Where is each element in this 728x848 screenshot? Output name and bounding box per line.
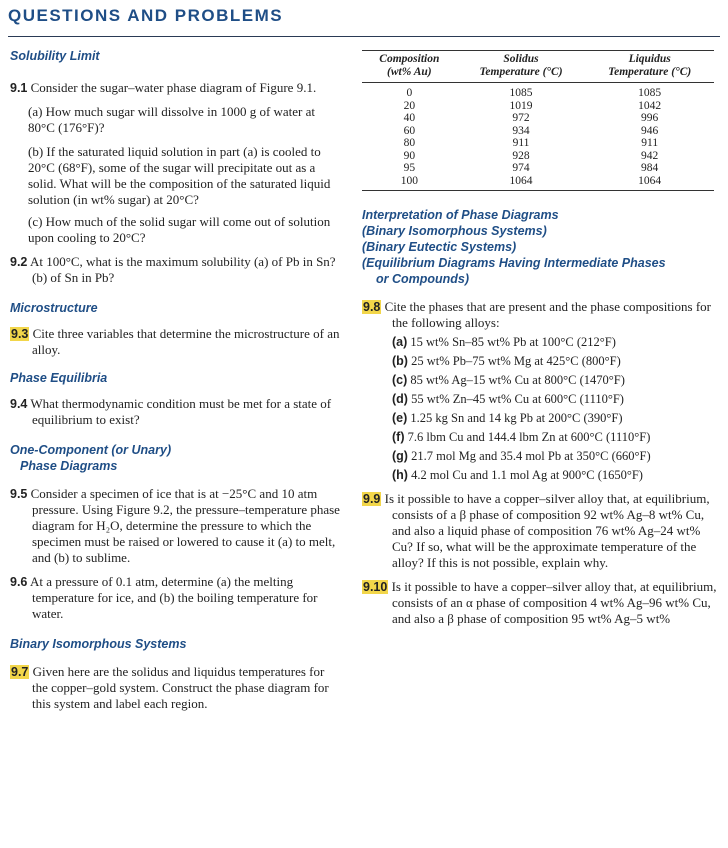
section-interpretation bbox=[362, 207, 720, 287]
section-heading: or Compounds) bbox=[376, 272, 470, 286]
table-row bbox=[362, 162, 714, 175]
list-item bbox=[362, 392, 720, 407]
problem-9-4 bbox=[10, 396, 342, 428]
cell-solidus: 1064 bbox=[509, 174, 533, 187]
problem-9-1 bbox=[10, 80, 342, 96]
table-row bbox=[362, 175, 714, 191]
table-row bbox=[362, 112, 714, 125]
item-text: 25 wt% Pb–75 wt% Mg at 425°C (800°F) bbox=[411, 354, 621, 368]
header-line: Solidus bbox=[503, 53, 539, 65]
item-text: 1.25 kg Sn and 14 kg Pb at 200°C (390°F) bbox=[410, 411, 623, 425]
item-label: (c) bbox=[392, 373, 408, 387]
item-label: (b) bbox=[392, 354, 408, 368]
problem-number: 9.6 bbox=[10, 575, 28, 589]
section-microstructure: Microstructure bbox=[10, 301, 98, 315]
problem-9-1-c: (c) How much of the solid sugar will come out of solution upon cooling to 20°C? bbox=[28, 214, 331, 245]
cell-liquidus: 911 bbox=[641, 137, 659, 149]
header-line: Temperature (°C) bbox=[479, 66, 563, 78]
problem-9-5 bbox=[10, 486, 342, 566]
header-line: (wt% Au) bbox=[387, 66, 432, 78]
problem-9-2 bbox=[10, 254, 342, 286]
section-heading: (Binary Eutectic Systems) bbox=[362, 240, 517, 254]
item-text: 4.2 mol Cu and 1.1 mol Ag at 900°C (1650°F) bbox=[411, 468, 643, 482]
problem-number: 9.7 bbox=[11, 665, 29, 679]
problem-text: What thermodynamic condition must be met for a state of equilibrium to exist? bbox=[30, 396, 332, 427]
cell-composition: 60 bbox=[403, 124, 416, 137]
cell-liquidus: 942 bbox=[641, 149, 659, 162]
section-heading: (Equilibrium Diagrams Having Intermediate Phases bbox=[362, 256, 666, 270]
cell-solidus: 928 bbox=[512, 149, 530, 162]
item-text: 7.6 lbm Cu and 144.4 lbm Zn at 600°C (1110°F) bbox=[407, 430, 651, 444]
item-label: (f) bbox=[392, 430, 405, 444]
section-phase-equilibria: Phase Equilibria bbox=[10, 371, 108, 385]
cell-composition: 0 bbox=[406, 87, 413, 99]
list-item bbox=[362, 335, 720, 350]
item-text: 21.7 mol Mg and 35.4 mol Pb at 350°C (660°F) bbox=[411, 449, 651, 463]
problem-text: Cite the phases that are present and the phase compositions for the following alloys: bbox=[384, 299, 711, 330]
list-item bbox=[362, 449, 720, 464]
section-one-component: One-Component (or Unary) bbox=[10, 443, 172, 457]
cell-composition: 95 bbox=[403, 162, 416, 174]
copper-gold-table bbox=[362, 50, 714, 191]
table-body bbox=[362, 83, 714, 191]
problem-9-10 bbox=[362, 579, 720, 627]
problem-9-6 bbox=[10, 574, 342, 622]
problem-9-7 bbox=[10, 664, 342, 712]
cell-solidus: 911 bbox=[512, 137, 530, 149]
problem-text: Consider the sugar–water phase diagram of Figure 9.1. bbox=[30, 80, 317, 95]
cell-solidus: 934 bbox=[512, 124, 530, 137]
item-label: (e) bbox=[392, 411, 408, 425]
cell-composition: 90 bbox=[403, 149, 416, 162]
table-row bbox=[362, 137, 714, 150]
header-line: Composition bbox=[379, 53, 440, 65]
cell-composition: 20 bbox=[403, 99, 416, 112]
cell-liquidus: 946 bbox=[641, 124, 659, 137]
header-line: Liquidus bbox=[628, 53, 671, 65]
problem-text: At 100°C, what is the maximum solubility (a) of Pb in Sn? (b) of Sn in Pb? bbox=[29, 254, 336, 285]
right-column bbox=[362, 50, 720, 627]
item-text: 15 wt% Sn–85 wt% Pb at 100°C (212°F) bbox=[410, 335, 616, 349]
cell-liquidus: 996 bbox=[641, 112, 659, 124]
cell-liquidus: 1085 bbox=[638, 87, 662, 99]
cell-solidus: 1019 bbox=[509, 99, 533, 112]
item-label: (a) bbox=[392, 335, 408, 349]
problem-text: Is it possible to have a copper–silver alloy that, at equilibrium, consists of a β phase of composition 92 wt% Ag–8 wt% Cu, and also a liquid phase of composition 76 wt% Ag–24 wt% Cu? If so, what will be the approximate temperature of the alloy? If this is not possible, explain why. bbox=[384, 491, 710, 570]
item-label: (h) bbox=[392, 468, 408, 482]
cell-solidus: 1085 bbox=[509, 87, 533, 99]
problem-number: 9.8 bbox=[363, 300, 381, 314]
title-rule bbox=[8, 36, 720, 37]
table-row bbox=[362, 100, 714, 113]
item-label: (d) bbox=[392, 392, 408, 406]
table-row bbox=[362, 83, 714, 100]
problem-number: 9.2 bbox=[10, 255, 28, 269]
cell-solidus: 974 bbox=[512, 162, 530, 174]
problem-text: At a pressure of 0.1 atm, determine (a) the melting temperature for ice, and (b) the boiling temperature for water. bbox=[29, 574, 318, 621]
section-heading: Interpretation of Phase Diagrams bbox=[362, 208, 559, 222]
problem-9-1-b: (b) If the saturated liquid solution in part (a) is cooled to 20°C (68°F), some of the sugar will precipitate out as a solid. What will be the composition of the saturated liquid solution (in wt% sugar) at 20°C? bbox=[28, 144, 331, 207]
cell-liquidus: 1064 bbox=[638, 174, 662, 187]
header-line: Temperature (°C) bbox=[608, 66, 692, 78]
section-binary-isomorphous: Binary Isomorphous Systems bbox=[10, 637, 187, 651]
list-item bbox=[362, 468, 720, 483]
left-column bbox=[10, 46, 342, 712]
list-item bbox=[362, 354, 720, 369]
cell-composition: 80 bbox=[403, 137, 416, 149]
problem-text: Is it possible to have a copper–silver alloy that, at equilibrium, consists of an α phase of composition 4 wt% Ag–96 wt% Cu, and also a β phase of composition 95 wt% Ag–5 wt% bbox=[391, 579, 717, 626]
problem-9-8 bbox=[362, 299, 720, 331]
problem-number: 9.1 bbox=[10, 81, 28, 95]
cell-composition: 100 bbox=[400, 174, 418, 187]
table-header-solidus bbox=[457, 51, 586, 83]
problem-9-1-a: (a) How much sugar will dissolve in 1000 g of water at 80°C (176°F)? bbox=[28, 104, 316, 135]
problem-9-3 bbox=[10, 326, 342, 358]
cell-liquidus: 1042 bbox=[638, 99, 662, 112]
page-title: QUESTIONS AND PROBLEMS bbox=[8, 6, 284, 25]
table-row bbox=[362, 125, 714, 138]
section-heading: (Binary Isomorphous Systems) bbox=[362, 224, 547, 238]
problem-text: Given here are the solidus and liquidus temperatures for the copper–gold system. Construct the phase diagram for this system and label each region. bbox=[32, 664, 329, 711]
section-phase-diagrams: Phase Diagrams bbox=[20, 459, 118, 473]
list-item bbox=[362, 430, 720, 445]
problem-text: Consider a specimen of ice that is at −25°C and 10 atm pressure. Using Figure 9.2, the pressure–temperature phase diagram for H₂O, determine the pressure to which the specimen must be raised or lowered to cause it (a) to melt, and (b) to sublime. bbox=[30, 486, 340, 565]
item-text: 55 wt% Zn–45 wt% Cu at 600°C (1110°F) bbox=[411, 392, 624, 406]
problem-number: 9.4 bbox=[10, 397, 28, 411]
problem-number: 9.3 bbox=[11, 327, 29, 341]
list-item bbox=[362, 373, 720, 388]
cell-solidus: 972 bbox=[512, 112, 530, 124]
problem-9-8-items bbox=[362, 335, 720, 483]
problem-text: Cite three variables that determine the microstructure of an alloy. bbox=[32, 326, 340, 357]
problem-number: 9.5 bbox=[10, 487, 28, 501]
table-header-composition bbox=[362, 51, 457, 83]
table-row bbox=[362, 150, 714, 163]
problem-9-9 bbox=[362, 491, 720, 571]
problem-number: 9.10 bbox=[363, 580, 388, 594]
table-header-liquidus bbox=[585, 51, 714, 83]
list-item bbox=[362, 411, 720, 426]
problem-number: 9.9 bbox=[363, 492, 381, 506]
cell-liquidus: 984 bbox=[641, 162, 659, 174]
cell-composition: 40 bbox=[403, 112, 416, 124]
item-text: 85 wt% Ag–15 wt% Cu at 800°C (1470°F) bbox=[410, 373, 625, 387]
section-solubility-limit: Solubility Limit bbox=[10, 49, 100, 63]
item-label: (g) bbox=[392, 449, 408, 463]
